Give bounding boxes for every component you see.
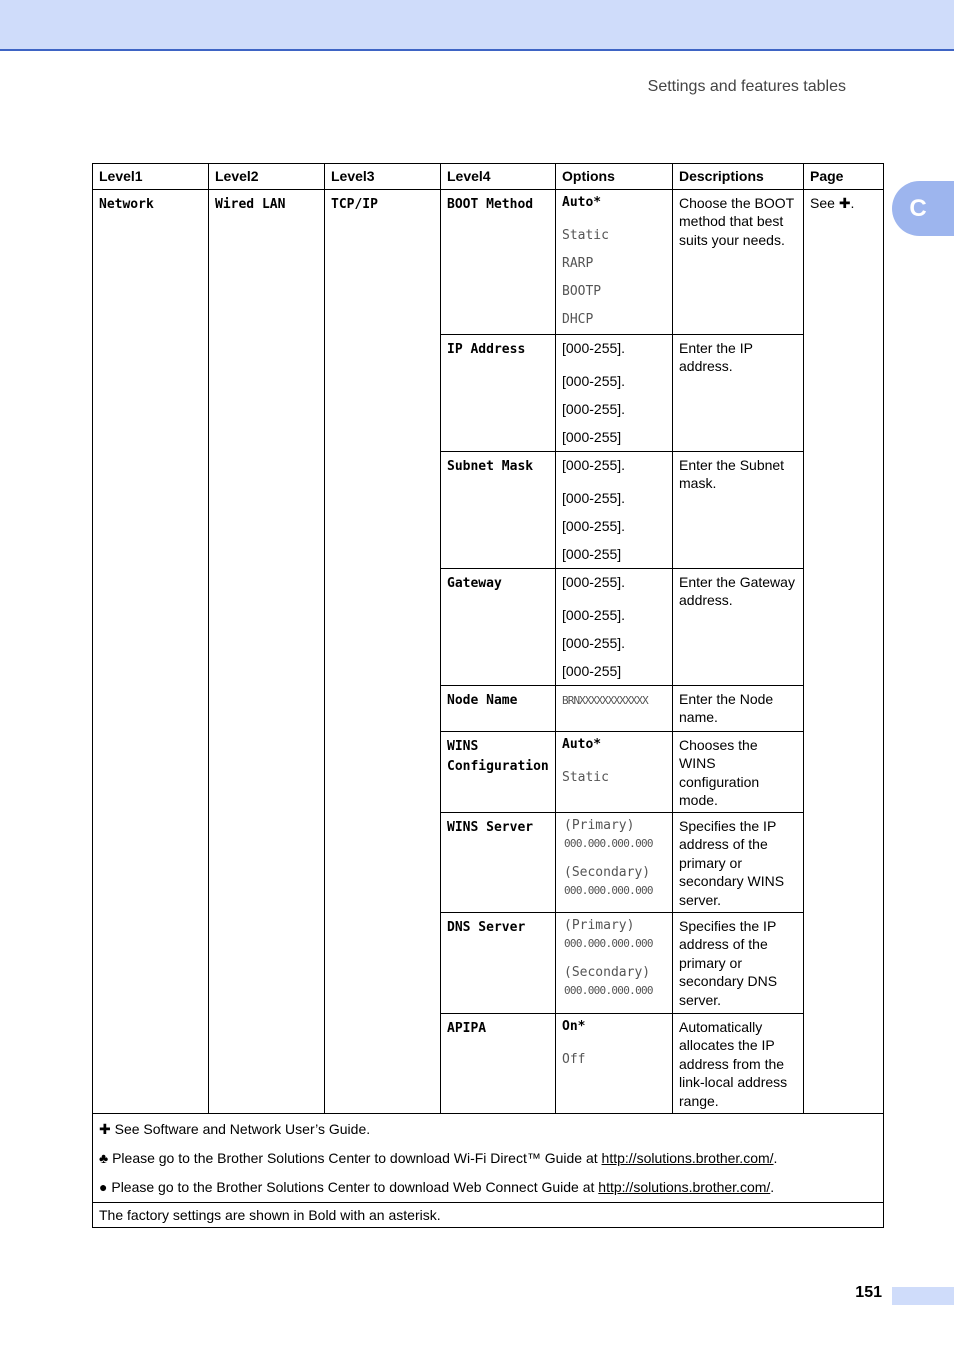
option-item: 000.000.000.000 — [564, 983, 653, 997]
footnote-club-text: Please go to the Brother Solutions Center to download Wi-Fi Direct™ Guide at — [112, 1149, 598, 1166]
option-item: [000-255]. — [562, 456, 626, 473]
footnotes-row — [93, 1113, 884, 1202]
level4-cell — [441, 334, 556, 451]
option-item: Static — [562, 227, 609, 243]
option-item: BRNXXXXXXXXXXXX — [562, 693, 648, 707]
description-cell: Chooses the WINS configuration mode. — [673, 731, 804, 812]
option-item: 000.000.000.000 — [564, 836, 653, 850]
option-item: Off — [562, 1051, 586, 1067]
page-ref-prefix: See — [810, 194, 835, 211]
options-cell — [556, 451, 673, 568]
description-cell: Enter the Node name. — [673, 685, 804, 731]
description-cell: Enter the IP address. — [673, 334, 804, 451]
level4-value: WINS Configuration — [447, 738, 549, 774]
level4-cell — [441, 912, 556, 1013]
option-item: BOOTP — [562, 283, 602, 299]
column-header-level1: Level1 — [93, 164, 209, 190]
options-cell — [556, 334, 673, 451]
solutions-center-link[interactable]: http://solutions.brother.com/ — [601, 1149, 774, 1166]
level4-cell — [441, 189, 556, 334]
option-item: [000-255] — [562, 428, 622, 445]
level4-value: Node Name — [447, 692, 518, 708]
footnotes-cell — [93, 1113, 884, 1202]
level4-value: APIPA — [447, 1020, 487, 1036]
option-item: [000-255] — [562, 662, 622, 679]
footnote-dot — [99, 1178, 877, 1196]
level4-cell — [441, 685, 556, 731]
page-number: 151 — [855, 1284, 882, 1301]
level4-cell — [441, 731, 556, 812]
level3-value: TCP/IP — [331, 196, 378, 212]
top-header-bar — [0, 0, 954, 51]
option-item: [000-255]. — [562, 339, 626, 356]
option-default: Auto* — [562, 736, 602, 752]
description-cell: Enter the Subnet mask. — [673, 451, 804, 568]
option-item: (Secondary) — [564, 964, 651, 980]
table-header-row — [93, 164, 884, 190]
level4-value: BOOT Method — [447, 196, 534, 212]
level4-value: Gateway — [447, 575, 502, 591]
level4-cell — [441, 568, 556, 685]
plus-icon: ✚ — [99, 1120, 111, 1137]
option-item: [000-255]. — [562, 400, 626, 417]
page-cell — [804, 189, 884, 1113]
options-cell — [556, 568, 673, 685]
column-header-options: Options — [556, 164, 673, 190]
level4-value: DNS Server — [447, 919, 526, 935]
option-item: Static — [562, 769, 609, 785]
option-item: [000-255] — [562, 545, 622, 562]
level2-cell — [209, 189, 325, 1113]
description-cell: Enter the Gateway address. — [673, 568, 804, 685]
options-cell — [556, 731, 673, 812]
footnote-club-end: . — [773, 1149, 778, 1166]
footnote-club — [99, 1149, 877, 1167]
column-header-level4: Level4 — [441, 164, 556, 190]
column-header-level2: Level2 — [209, 164, 325, 190]
club-icon: ♣ — [99, 1149, 109, 1166]
option-item: [000-255]. — [562, 634, 626, 651]
factory-note: The factory settings are shown in Bold with an asterisk. — [93, 1202, 884, 1228]
option-item: [000-255]. — [562, 372, 626, 389]
footnote-plus-text: See Software and Network User’s Guide. — [114, 1120, 371, 1137]
option-item: [000-255]. — [562, 573, 626, 590]
option-default: On* — [562, 1018, 586, 1034]
bottom-page-bar — [892, 1287, 954, 1305]
level4-cell — [441, 1013, 556, 1113]
option-item: DHCP — [562, 311, 594, 327]
level4-value: IP Address — [447, 341, 526, 357]
level4-value: WINS Server — [447, 819, 534, 835]
plus-icon: ✚ — [838, 194, 851, 211]
solutions-center-link[interactable]: http://solutions.brother.com/ — [598, 1178, 771, 1195]
running-header-title: Settings and features tables — [647, 78, 846, 95]
bullet-icon: ● — [99, 1178, 108, 1195]
level4-cell — [441, 812, 556, 912]
factory-note-row — [93, 1202, 884, 1228]
level1-cell — [93, 189, 209, 1113]
option-item: 000.000.000.000 — [564, 883, 653, 897]
option-item: RARP — [562, 255, 594, 271]
option-item: (Primary) — [564, 817, 635, 833]
footnote-dot-end: . — [770, 1178, 775, 1195]
level4-value: Subnet Mask — [447, 458, 534, 474]
options-cell — [556, 812, 673, 912]
column-header-descriptions: Descriptions — [673, 164, 804, 190]
level4-cell — [441, 451, 556, 568]
table-row — [93, 189, 884, 334]
column-header-page: Page — [804, 164, 884, 190]
footnote-plus — [99, 1120, 877, 1138]
options-cell — [556, 1013, 673, 1113]
column-header-level3: Level3 — [325, 164, 441, 190]
footnote-dot-text: Please go to the Brother Solutions Center to download Web Connect Guide at — [111, 1178, 595, 1195]
options-cell — [556, 189, 673, 334]
option-item: [000-255]. — [562, 606, 626, 623]
option-item: (Secondary) — [564, 864, 651, 880]
chapter-tab: C — [892, 181, 954, 236]
option-default: Auto* — [562, 194, 602, 210]
description-cell: Choose the BOOT method that best suits your needs. — [673, 189, 804, 334]
option-item: (Primary) — [564, 917, 635, 933]
option-item: 000.000.000.000 — [564, 936, 653, 950]
description-cell: Specifies the IP address of the primary or secondary WINS server. — [673, 812, 804, 912]
description-cell: Automatically allocates the IP address from the link-local address range. — [673, 1013, 804, 1113]
page-ref-suffix: . — [850, 194, 855, 211]
description-cell: Specifies the IP address of the primary or secondary DNS server. — [673, 912, 804, 1013]
options-cell — [556, 912, 673, 1013]
option-item: [000-255]. — [562, 517, 626, 534]
level1-value: Network — [99, 196, 154, 212]
level2-value: Wired LAN — [215, 196, 286, 212]
level3-cell — [325, 189, 441, 1113]
option-item: [000-255]. — [562, 489, 626, 506]
network-settings-table — [92, 163, 884, 1228]
options-cell — [556, 685, 673, 731]
